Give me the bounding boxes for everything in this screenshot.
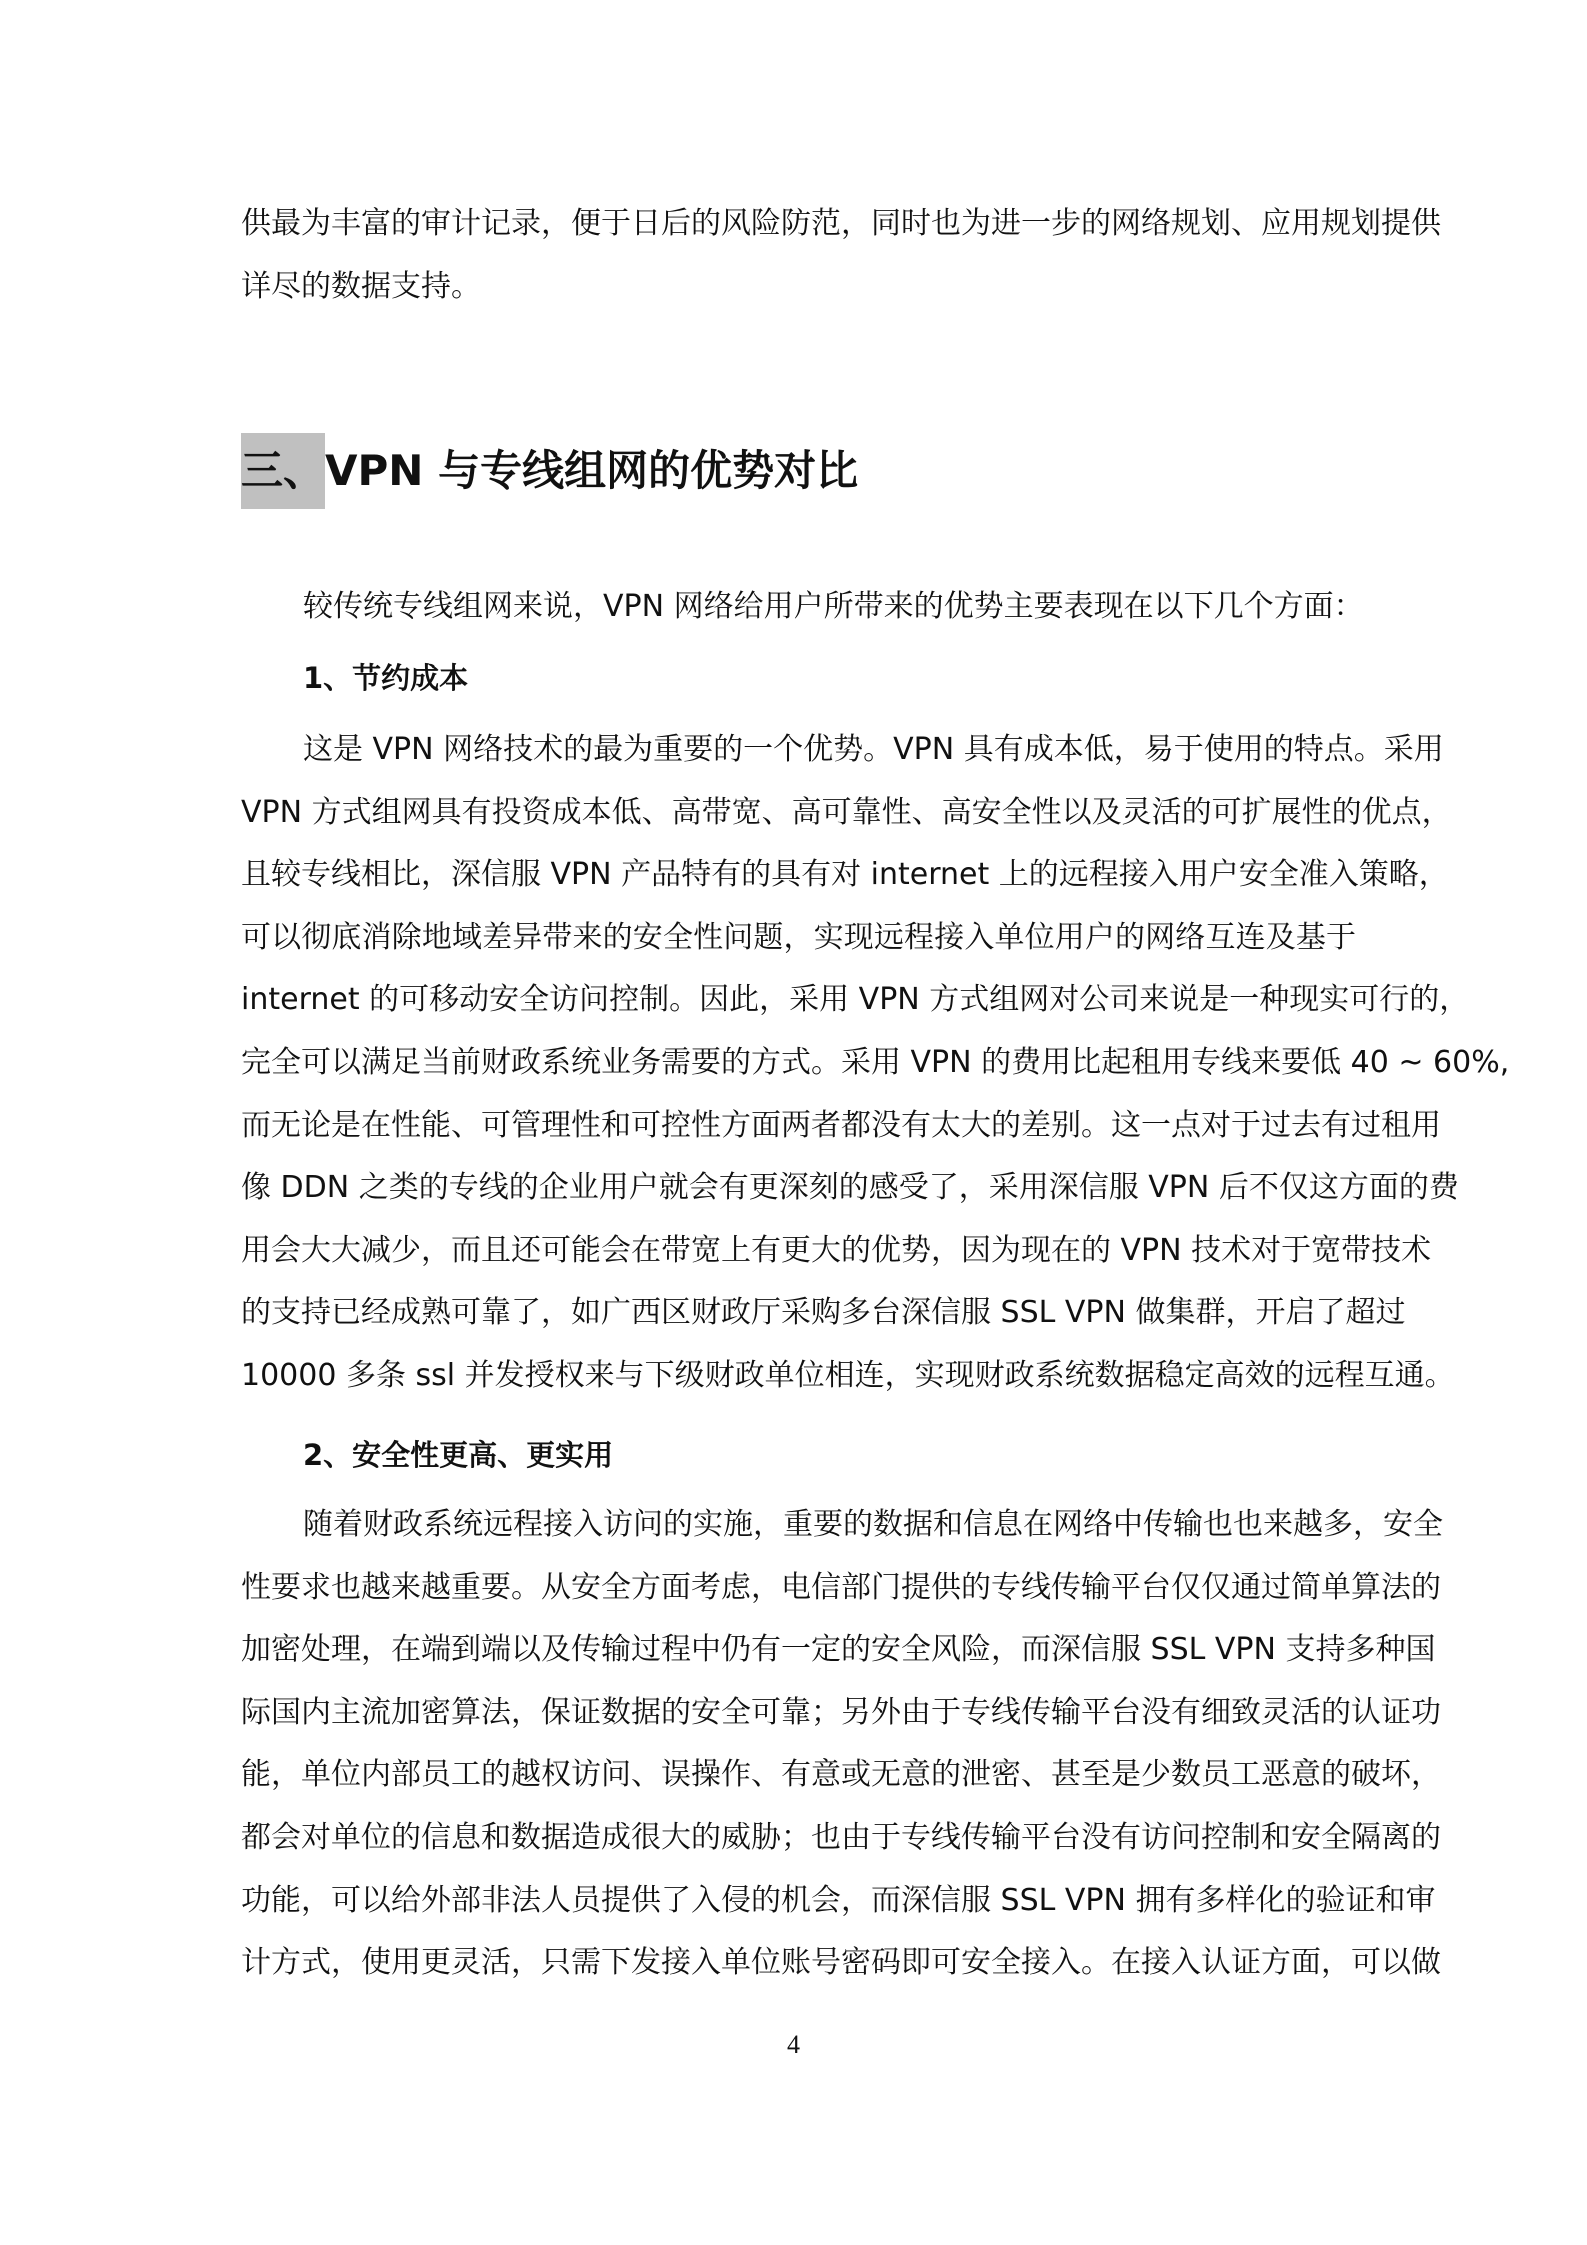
heading-title: VPN 与专线组网的优势对比 bbox=[325, 446, 859, 495]
paragraph-line: 计方式，使用更灵活，只需下发接入单位账号密码即可安全接入。在接入认证方面，可以做 bbox=[241, 1945, 1441, 1981]
subsection-heading-1: 1、节约成本 bbox=[303, 661, 469, 695]
section-heading bbox=[241, 440, 858, 509]
paragraph-line: 都会对单位的信息和数据造成很大的威胁；也由于专线传输平台没有访问控制和安全隔离的 bbox=[241, 1819, 1441, 1855]
subsection-1-paragraph bbox=[241, 719, 1510, 1408]
intro-paragraph bbox=[241, 576, 1364, 639]
paragraph-line: 供最为丰富的审计记录，便于日后的风险防范，同时也为进一步的网络规划、应用规划提供 bbox=[241, 206, 1441, 241]
paragraph-line: 功能，可以给外部非法人员提供了入侵的机会，而深信服 SSL VPN 拥有多样化的验证和审 bbox=[241, 1882, 1436, 1918]
paragraph-line: 10000 多条 ssl 并发授权来与下级财政单位相连，实现财政系统数据稳定高效的远程互通。 bbox=[241, 1357, 1455, 1393]
paragraph-line: 而无论是在性能、可管理性和可控性方面两者都没有太大的差别。这一点对于过去有过租用 bbox=[241, 1107, 1441, 1143]
paragraph-line: 完全可以满足当前财政系统业务需要的方式。采用 VPN 的费用比起租用专线来要低 40 ~ 60%, bbox=[241, 1044, 1510, 1080]
paragraph-line: 性要求也越来越重要。从安全方面考虑，电信部门提供的专线传输平台仅仅通过简单算法的 bbox=[241, 1569, 1441, 1605]
paragraph-line: 加密处理，在端到端以及传输过程中仍有一定的安全风险，而深信服 SSL VPN 支持多种国 bbox=[241, 1632, 1436, 1668]
subsection-heading-2: 2、安全性更高、更实用 bbox=[303, 1438, 614, 1472]
paragraph-line: 像 DDN 之类的专线的企业用户就会有更深刻的感受了，采用深信服 VPN 后不仅这方面的费 bbox=[241, 1170, 1459, 1206]
paragraph-line: 的支持已经成熟可靠了，如广西区财政厅采购多台深信服 SSL VPN 做集群，开启了超过 bbox=[241, 1295, 1406, 1331]
paragraph-line: 随着财政系统远程接入访问的实施，重要的数据和信息在网络中传输也也来越多，安全 bbox=[303, 1507, 1443, 1542]
page-number: 4 bbox=[787, 2030, 800, 2059]
paragraph-line: 可以彻底消除地域差异带来的安全性问题，实现远程接入单位用户的网络互连及基于 bbox=[241, 919, 1356, 955]
paragraph-line: 较传统专线组网来说，VPN 网络给用户所带来的优势主要表现在以下几个方面： bbox=[303, 589, 1364, 624]
paragraph-line: 这是 VPN 网络技术的最为重要的一个优势。VPN 具有成本低，易于使用的特点。采用 bbox=[303, 732, 1444, 767]
paragraph-line: 且较专线相比，深信服 VPN 产品特有的具有对 internet 上的远程接入用户安全准入策略， bbox=[241, 857, 1449, 893]
paragraph-line: 能，单位内部员工的越权访问、误操作、有意或无意的泄密、甚至是少数员工恶意的破坏， bbox=[241, 1757, 1441, 1793]
paragraph-line: 详尽的数据支持。 bbox=[241, 268, 481, 304]
paragraph-line: 用会大大减少，而且还可能会在带宽上有更大的优势，因为现在的 VPN 技术对于宽带技术 bbox=[241, 1232, 1432, 1268]
subsection-2-paragraph bbox=[241, 1494, 1443, 1995]
heading-number: 三、 bbox=[241, 433, 325, 509]
paragraph-line: 际国内主流加密算法，保证数据的安全可靠；另外由于专线传输平台没有细致灵活的认证功 bbox=[241, 1694, 1441, 1730]
top-paragraph bbox=[241, 193, 1441, 318]
paragraph-line: VPN 方式组网具有投资成本低、高带宽、高可靠性、高安全性以及灵活的可扩展性的优点， bbox=[241, 794, 1452, 830]
paragraph-line: internet 的可移动安全访问控制。因此，采用 VPN 方式组网对公司来说是一种现实可行的， bbox=[241, 982, 1470, 1018]
